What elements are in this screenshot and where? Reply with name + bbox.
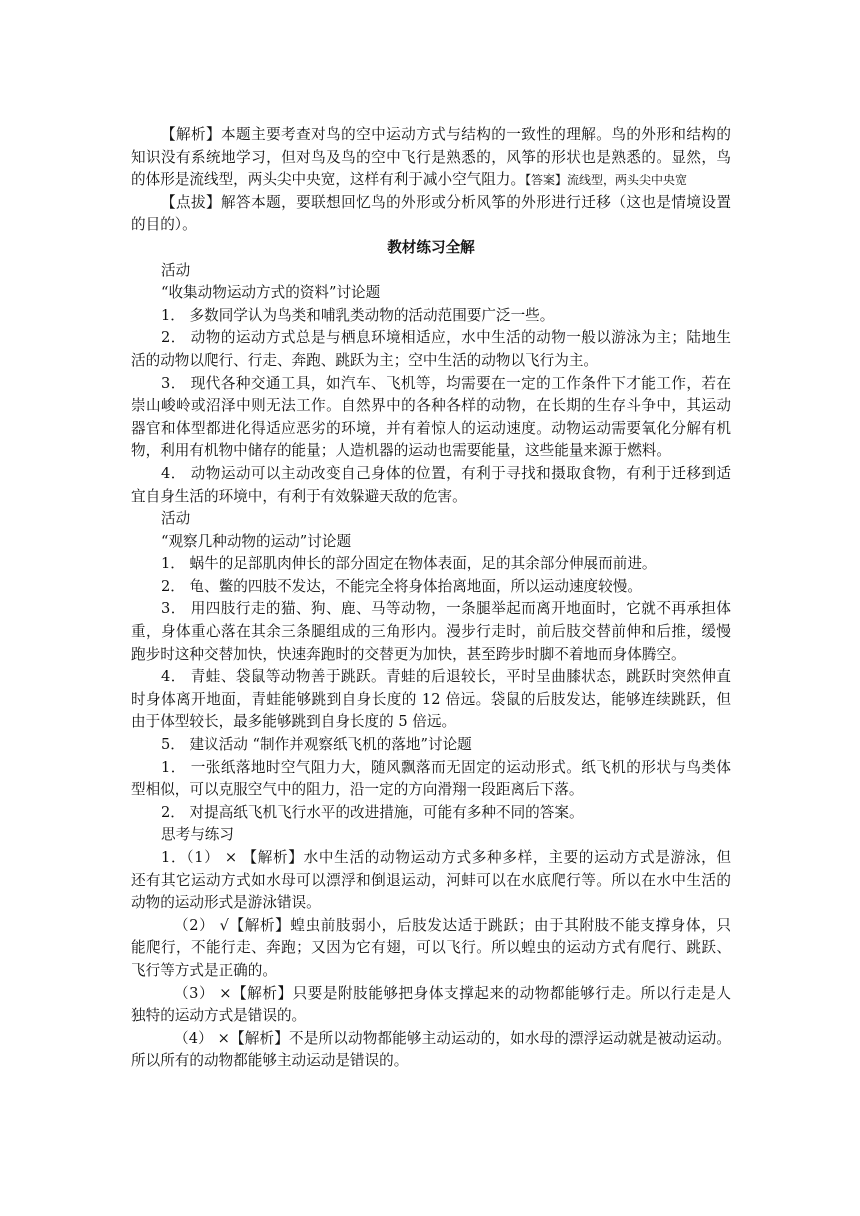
line-text: 4． 动物运动可以主动改变自己身体的位置，有利于寻找和摄取食物，有利于迁移到适 xyxy=(161,464,731,482)
text-line xyxy=(131,192,731,215)
line-text: 时身体离开地面，青蛙能够跳到自身长度的 12 倍远。袋鼠的后肢发达，能够连续跳跃，但 xyxy=(131,690,731,708)
text-line xyxy=(131,260,731,283)
line-text: 1． 多数同学认为鸟类和哺乳类动物的活动范围要广泛一些。 xyxy=(161,306,555,324)
text-line xyxy=(131,824,731,847)
line-text: 跑步时这种交替加快，快速奔跑时的交替更为加快，甚至跨步时脚不着地而身体腾空。 xyxy=(131,645,686,663)
line-text: 3． 用四肢行走的猫、狗、鹿、马等动物，一条腿举起而离开地面时，它就不再承担体 xyxy=(161,600,731,618)
text-line xyxy=(131,147,731,170)
line-text: 3． 现代各种交通工具，如汽车、飞机等，均需要在一定的工作条件下才能工作，若在 xyxy=(161,374,731,392)
line-text: 型相似，可以克服空气中的阻力，沿一定的方向滑翔一段距离后下落。 xyxy=(131,781,584,799)
text-line xyxy=(131,598,731,621)
line-text: 器官和体型都进化得适应恶劣的环境，并有着惊人的运动速度。动物运动需要氧化分解有机 xyxy=(131,419,731,437)
text-line xyxy=(131,531,731,554)
text-line xyxy=(131,915,731,938)
line-text: 4． 青蛙、袋鼠等动物善于跳跃。青蛙的后退较长，平时呈曲膝状态，跳跃时突然伸直 xyxy=(161,668,731,686)
text-line xyxy=(131,1050,731,1073)
text-line xyxy=(131,689,731,712)
line-text: 活动 xyxy=(161,261,191,279)
text-line xyxy=(131,892,731,915)
line-text: 2． 动物的运动方式总是与栖息环境相适应，水中生活的动物一般以游泳为主；陆地生 xyxy=(161,329,731,347)
line-text: 由于体型较长，最多能够跳到自身长度的 5 倍远。 xyxy=(131,713,457,731)
line-text: 活动 xyxy=(161,510,191,528)
text-line xyxy=(131,847,731,870)
text-line xyxy=(131,1028,731,1051)
text-line xyxy=(131,373,731,396)
text-line xyxy=(131,169,731,192)
line-text: 教材练习全解 xyxy=(387,238,475,256)
line-text: 飞行等方式是正确的。 xyxy=(131,961,277,979)
line-text: 1． 一张纸落地时空气阻力大，随风飘落而无固定的运动形式。纸飞机的形状与鸟类体 xyxy=(161,758,731,776)
text-line xyxy=(131,734,731,757)
line-text: 还有其它运动方式如水母可以漂浮和倒退运动，河蚌可以在水底爬行等。所以在水中生活的 xyxy=(131,871,731,889)
line-text: 活的动物以爬行、行走、奔跑、跳跃为主；空中生活的动物以飞行为主。 xyxy=(131,351,599,369)
line-text: 1．（1） × 【解析】水中生活的动物运动方式多种多样，主要的运动方式是游泳，但 xyxy=(161,849,731,866)
text-line xyxy=(131,960,731,983)
text-line xyxy=(131,486,731,509)
line-text: 的目的）。 xyxy=(131,216,197,234)
line-text: 独特的运动方式是错误的。 xyxy=(131,1007,307,1025)
text-line xyxy=(131,983,731,1006)
line-text: 1． 蜗牛的足部肌肉伸长的部分固定在物体表面，足的其余部分伸展而前进。 xyxy=(161,555,657,573)
line-text: 能爬行，不能行走、奔跑；又因为它有翅，可以飞行。所以蝗虫的运动方式有爬行、跳跃、 xyxy=(131,939,731,957)
text-line xyxy=(131,395,731,418)
line-text: 知识没有系统地学习，但对鸟及鸟的空中飞行是熟悉的，风筝的形状也是熟悉的。显然，鸟 xyxy=(131,148,731,166)
text-line xyxy=(131,870,731,893)
line-text: 重，身体重心落在其余三条腿组成的三角形内。漫步行走时，前后肢交替前伸和后推，缓慢 xyxy=(131,623,731,641)
line-text: 物，利用有机物中储存的能量；人造机器的运动也需要能量，这些能量来源于燃料。 xyxy=(131,442,671,460)
line-text: “收集动物运动方式的资料”讨论题 xyxy=(161,284,381,302)
line-text: 崇山峻岭或沼泽中则无法工作。自然界中的各种各样的动物，在长期的生存斗争中，其运动 xyxy=(131,397,731,415)
document-body xyxy=(131,124,731,1073)
line-text: 的体形是流线型，两头尖中央宽，这样有利于减小空气阻力。 xyxy=(131,171,526,189)
text-line xyxy=(131,214,731,237)
text-line xyxy=(131,282,731,305)
line-text: （4） ×【解析】不是所以动物都能够主动运动的，如水母的漂浮运动就是被动运动。 xyxy=(174,1029,731,1047)
text-line xyxy=(131,576,731,599)
line-text: 【点拔】解答本题，要联想回忆鸟的外形或分析风筝的外形进行迁移（这也是情境设置 xyxy=(161,193,731,211)
text-line xyxy=(131,1005,731,1028)
text-line xyxy=(131,553,731,576)
line-text: 所以所有的动物都能够主动运动是错误的。 xyxy=(131,1052,409,1070)
line-text: “观察几种动物的运动”讨论题 xyxy=(161,532,352,550)
line-text: （3） ×【解析】只要是附肢能够把身体支撑起来的动物都能够行走。所以行走是人 xyxy=(174,984,731,1002)
text-line xyxy=(131,124,731,147)
line-text: 宜自身生活的环境中，有利于有效躲避天敌的危害。 xyxy=(131,487,467,505)
line-text: 【解析】本题主要考查对鸟的空中运动方式与结构的一致性的理解。鸟的外形和结构的 xyxy=(161,126,731,143)
text-line xyxy=(131,802,731,825)
line-text: 动物的运动形式是游泳错误。 xyxy=(131,894,321,912)
line-text: 5． 建议活动 “制作并观察纸飞机的落地”讨论题 xyxy=(161,736,472,754)
line-text: 思考与练习 xyxy=(161,826,234,844)
text-line xyxy=(131,757,731,780)
text-line xyxy=(131,711,731,734)
text-line xyxy=(131,508,731,531)
text-line xyxy=(131,305,731,328)
text-line xyxy=(131,418,731,441)
line-text: 2． 对提高纸飞机飞行水平的改进措施，可能有多种不同的答案。 xyxy=(161,803,584,821)
text-line xyxy=(131,440,731,463)
text-line xyxy=(131,463,731,486)
text-line xyxy=(131,350,731,373)
line-text: （2） √【解析】蝗虫前肢弱小，后肢发达适于跳跃；由于其附肢不能支撑身体，只 xyxy=(174,916,731,934)
text-line xyxy=(131,666,731,689)
section-heading xyxy=(131,237,731,260)
line-text: 2． 龟、鳖的四肢不发达，不能完全将身体抬离地面，所以运动速度较慢。 xyxy=(161,577,642,595)
text-line xyxy=(131,327,731,350)
text-line xyxy=(131,779,731,802)
answer-text: 【答案】流线型，两头尖中央宽 xyxy=(525,173,688,188)
text-line xyxy=(131,621,731,644)
text-line xyxy=(131,937,731,960)
text-line xyxy=(131,644,731,667)
